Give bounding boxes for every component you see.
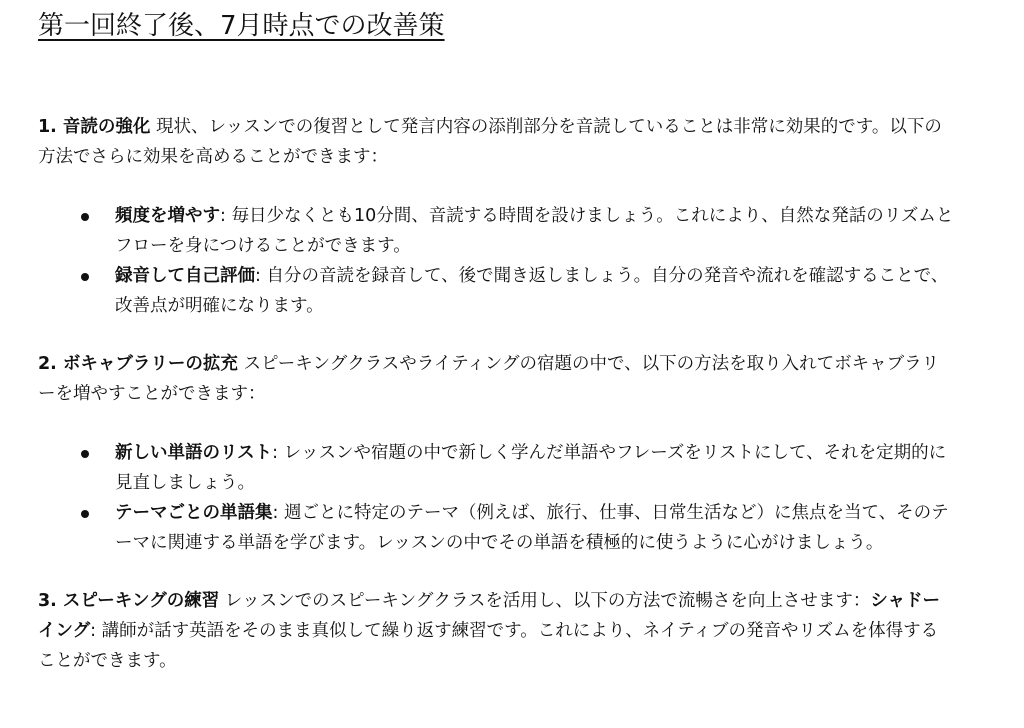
bullet-term: テーマごとの単語集: [115, 503, 273, 523]
bullet-icon: [81, 510, 89, 518]
bullet-icon: [81, 273, 89, 281]
section-2-heading: 2. ボキャブラリーの拡充: [38, 354, 238, 374]
bullet-text: : 毎日少なくとも10分間、音読する時間を設けましょう。これにより、自然な発話のリズムとフローを身につけることができます。: [115, 206, 954, 256]
bullet-term: 新しい単語のリスト: [115, 443, 273, 463]
bullet-icon: [81, 450, 89, 458]
section-1-list: [38, 201, 954, 321]
list-item: [38, 498, 954, 558]
page-title: 第一回終了後、7月時点での改善策: [38, 11, 445, 41]
section-3-inline-text: : 講師が話す英語をそのまま真似して繰り返す練習です。これにより、ネイティブの発音やリズムを体得することができます。: [38, 621, 939, 671]
section-2-intro: スピーキングクラスやライティングの宿題の中で、以下の方法を取り入れてボキャブラリーを増やすことができます：: [38, 354, 940, 404]
bullet-text: : レッスンや宿題の中で新しく学んだ単語やフレーズをリストにして、それを定期的に見直しましょう。: [115, 443, 947, 493]
section-3-intro: レッスンでのスピーキングクラスを活用し、以下の方法で流暢さを向上させます：: [219, 591, 871, 611]
section-2-paragraph: [38, 349, 954, 409]
section-1-heading: 1. 音読の強化: [38, 117, 151, 137]
section-3-inline-term: シャドーイング: [38, 591, 940, 641]
section-3-heading: 3. スピーキングの練習: [38, 591, 220, 611]
bullet-text: : 自分の音読を録音して、後で聞き返しましょう。自分の発音や流れを確認することで、改善点が明確になります。: [115, 266, 949, 316]
bullet-text: : 週ごとに特定のテーマ（例えば、旅行、仕事、日常生活など）に焦点を当て、そのテーマに関連する単語を学びます。レッスンの中でその単語を積極的に使うように心がけましょう。: [115, 503, 949, 553]
section-3-paragraph: [38, 586, 954, 676]
list-item: [38, 438, 954, 498]
bullet-icon: [81, 213, 89, 221]
list-item: [38, 261, 954, 321]
section-2-list: [38, 438, 954, 558]
document-body: [38, 112, 954, 676]
section-1-paragraph: [38, 112, 954, 172]
bullet-term: 頻度を増やす: [115, 206, 220, 226]
list-item: [38, 201, 954, 261]
section-1-intro: 現状、レッスンでの復習として発言内容の添削部分を音読していることは非常に効果的です。以下の方法でさらに効果を高めることができます：: [38, 117, 942, 167]
bullet-term: 録音して自己評価: [115, 266, 255, 286]
